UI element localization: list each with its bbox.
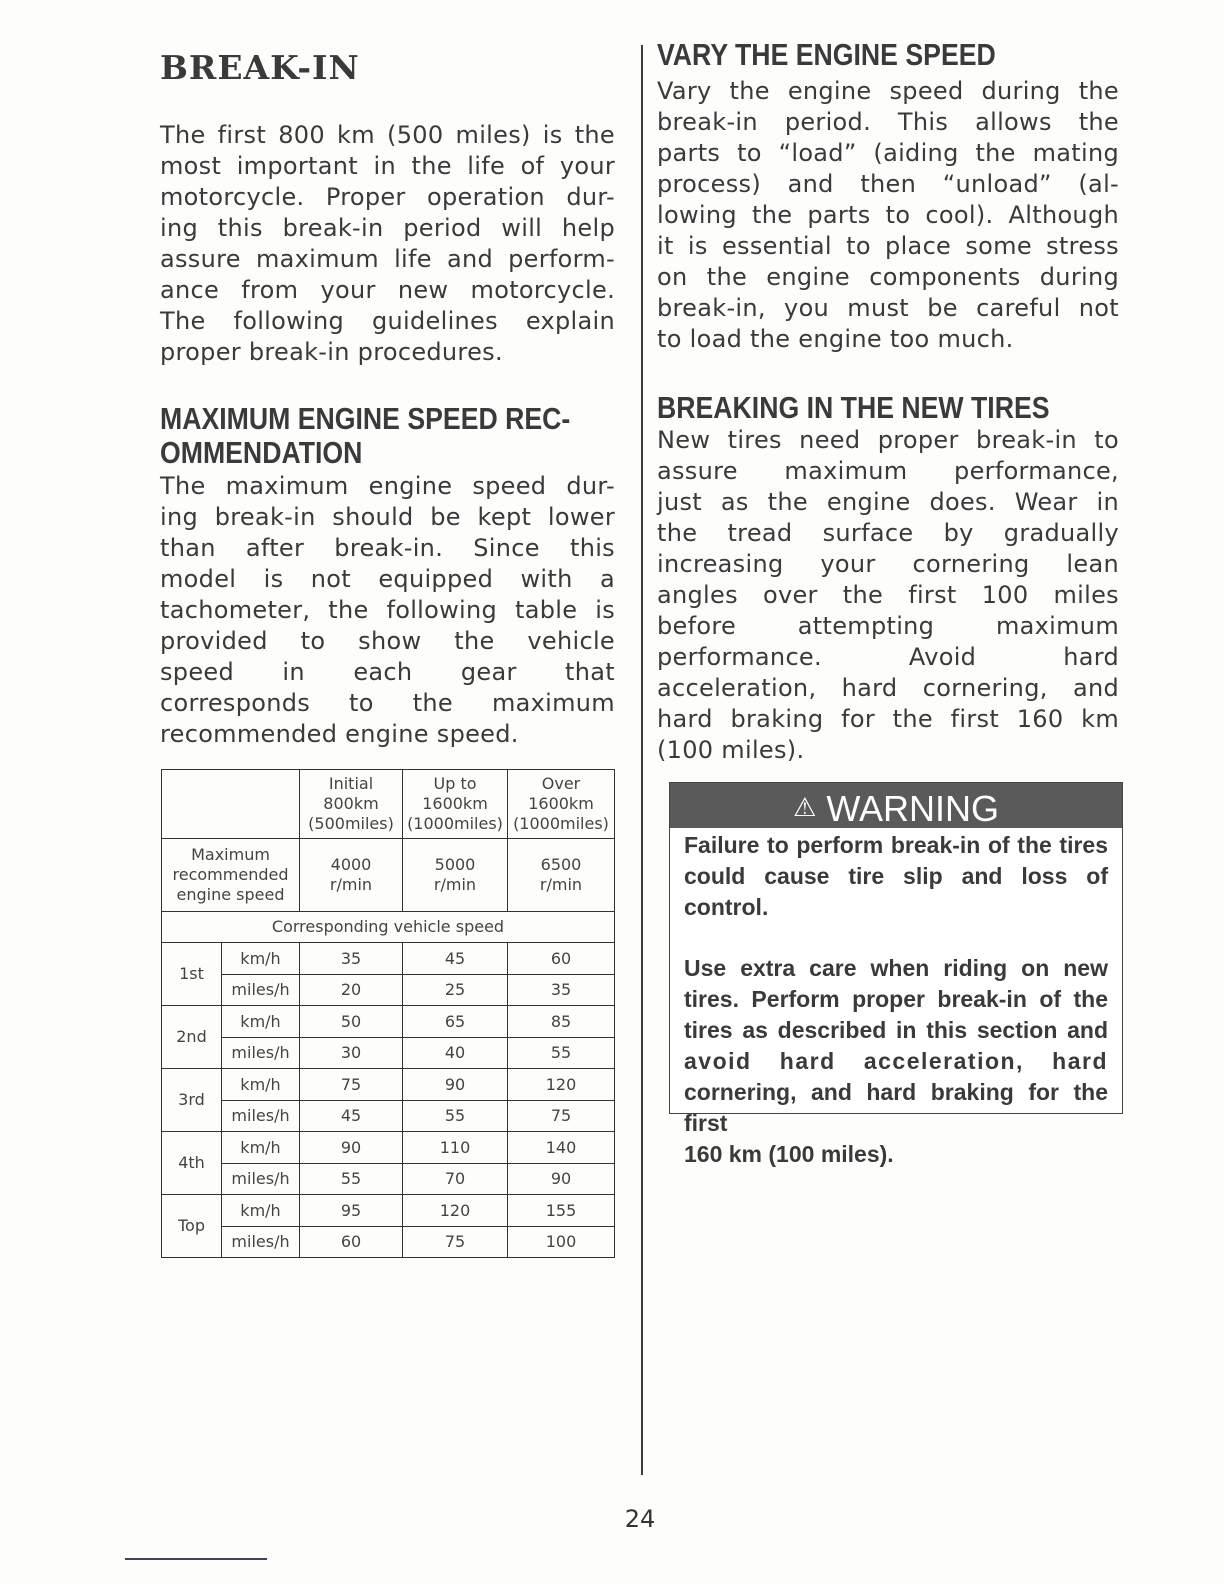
warning-line: could cause tire slip and loss of control. xyxy=(684,863,1108,920)
warning-box xyxy=(669,782,1123,1167)
speed-value: 95 xyxy=(300,1195,403,1227)
speed-value: 110 xyxy=(403,1132,508,1164)
speed-value: 60 xyxy=(508,943,615,975)
column-header: Over 1600km (1000miles) xyxy=(508,770,615,839)
column-header: Up to 1600km (1000miles) xyxy=(403,770,508,839)
warning-line: Failure to perform break-in of the tires xyxy=(684,832,1108,858)
text-line: lowing the parts to cool). Although xyxy=(657,201,1119,229)
text-line: process) and then “unload” (al- xyxy=(657,170,1119,198)
table-row xyxy=(162,1101,615,1132)
speed-value: 50 xyxy=(300,1006,403,1038)
right-column xyxy=(657,38,1119,766)
engine-speed-value: 4000 r/min xyxy=(300,839,403,912)
text-line: acceleration, hard cornering, and xyxy=(657,674,1119,702)
text-line: before attempting maximum xyxy=(657,612,1119,640)
speed-value: 90 xyxy=(300,1132,403,1164)
text-line: The following guidelines explain xyxy=(160,307,615,335)
table-corner-cell xyxy=(162,770,300,839)
speed-value: 85 xyxy=(508,1006,615,1038)
text-line: the tread surface by gradually xyxy=(657,519,1119,547)
text-line: model is not equipped with a xyxy=(160,565,615,593)
text-line: angles over the first 100 miles xyxy=(657,581,1119,609)
engine-speed-label: Maximum recommended engine speed xyxy=(162,839,300,912)
vary-engine-speed-heading: VARY THE ENGINE SPEED xyxy=(657,37,996,72)
text-line: New tires need proper break-in to xyxy=(657,426,1119,454)
page-number: 24 xyxy=(624,1505,656,1533)
speed-value: 90 xyxy=(508,1164,615,1195)
speed-value: 70 xyxy=(403,1164,508,1195)
warning-triangle-icon: ⚠ xyxy=(793,792,817,823)
heading-line: MAXIMUM ENGINE SPEED REC- xyxy=(160,401,571,436)
break-in-title: BREAK-IN xyxy=(160,48,360,87)
warning-banner xyxy=(670,783,1122,828)
text-line: speed in each gear that xyxy=(160,658,615,686)
text-line: parts to “load” (aiding the mating xyxy=(657,139,1119,167)
table-row xyxy=(162,943,615,975)
speed-value: 35 xyxy=(300,943,403,975)
text-line: assure maximum performance, xyxy=(657,457,1119,485)
speed-value: 45 xyxy=(403,943,508,975)
text-line: motorcycle. Proper operation dur- xyxy=(160,183,615,211)
text-line: recommended engine speed. xyxy=(160,720,519,748)
unit-label: km/h xyxy=(222,1195,300,1227)
warning-line: tires as described in this section and xyxy=(684,1017,1108,1043)
speed-value: 55 xyxy=(403,1101,508,1132)
left-column xyxy=(160,40,615,750)
column-header: Initial 800km (500miles) xyxy=(300,770,403,839)
speed-value: 90 xyxy=(403,1069,508,1101)
warning-label: WARNING xyxy=(826,787,999,829)
speed-value: 100 xyxy=(508,1227,615,1258)
unit-label: miles/h xyxy=(222,1038,300,1069)
unit-label: km/h xyxy=(222,1069,300,1101)
engine-speed-value: 6500 r/min xyxy=(508,839,615,912)
table-row xyxy=(162,1164,615,1195)
speed-value: 25 xyxy=(403,975,508,1006)
speed-value: 75 xyxy=(300,1069,403,1101)
text-line: break-in, you must be careful not xyxy=(657,294,1119,322)
text-line: proper break-in procedures. xyxy=(160,338,503,366)
break-in-intro xyxy=(160,120,615,368)
table-header-row xyxy=(162,770,615,839)
text-line: ance from your new motorcycle. xyxy=(160,276,615,304)
speed-value: 45 xyxy=(300,1101,403,1132)
breaking-in-tires-heading: BREAKING IN THE NEW TIRES xyxy=(657,390,1050,425)
corresponding-speed-label: Corresponding vehicle speed xyxy=(162,912,615,943)
text-line: on the engine components during xyxy=(657,263,1119,291)
warning-line: Use extra care when riding on new xyxy=(684,955,1108,981)
speed-value: 40 xyxy=(403,1038,508,1069)
text-line: (100 miles). xyxy=(657,736,805,764)
engine-speed-value: 5000 r/min xyxy=(403,839,508,912)
text-line: Vary the engine speed during the xyxy=(657,77,1119,105)
text-line: performance. Avoid hard xyxy=(657,643,1119,671)
speed-value: 65 xyxy=(403,1006,508,1038)
footer-rule xyxy=(125,1558,267,1560)
text-line: it is essential to place some stress xyxy=(657,232,1119,260)
speed-value: 75 xyxy=(508,1101,615,1132)
text-line: assure maximum life and perform- xyxy=(160,245,615,273)
text-line: The maximum engine speed dur- xyxy=(160,472,615,500)
gear-label: Top xyxy=(162,1195,222,1258)
speed-value: 20 xyxy=(300,975,403,1006)
heading-line: OMMENDATION xyxy=(160,435,363,470)
table-row xyxy=(162,1069,615,1101)
text-line: increasing your cornering lean xyxy=(657,550,1119,578)
speed-value: 35 xyxy=(508,975,615,1006)
gear-label: 3rd xyxy=(162,1069,222,1132)
break-in-speed-table xyxy=(161,769,615,1258)
vary-engine-speed-text xyxy=(657,76,1119,355)
gear-label: 4th xyxy=(162,1132,222,1195)
speed-value: 55 xyxy=(300,1164,403,1195)
gear-label: 2nd xyxy=(162,1006,222,1069)
speed-value: 60 xyxy=(300,1227,403,1258)
section-label-row xyxy=(162,912,615,943)
text-line: break-in period. This allows the xyxy=(657,108,1119,136)
text-line: just as the engine does. Wear in xyxy=(657,488,1119,516)
table-row xyxy=(162,1132,615,1164)
column-divider xyxy=(641,45,643,1475)
text-line: hard braking for the first 160 km xyxy=(657,705,1119,733)
warning-line: 160 km (100 miles). xyxy=(684,1141,894,1167)
text-line: to load the engine too much. xyxy=(657,325,1014,353)
max-engine-speed-heading xyxy=(160,402,615,470)
unit-label: km/h xyxy=(222,943,300,975)
table-row xyxy=(162,1227,615,1258)
unit-label: miles/h xyxy=(222,1101,300,1132)
table-row xyxy=(162,975,615,1006)
speed-value: 140 xyxy=(508,1132,615,1164)
text-line: provided to show the vehicle xyxy=(160,627,615,655)
text-line: The first 800 km (500 miles) is the xyxy=(160,121,615,149)
speed-value: 75 xyxy=(403,1227,508,1258)
speed-value: 30 xyxy=(300,1038,403,1069)
unit-label: miles/h xyxy=(222,1164,300,1195)
warning-line: cornering, and hard braking for the first xyxy=(684,1079,1108,1136)
text-line: most important in the life of your xyxy=(160,152,615,180)
table-row xyxy=(162,1038,615,1069)
breaking-in-tires-text xyxy=(657,425,1119,766)
speed-value: 155 xyxy=(508,1195,615,1227)
text-line: than after break-in. Since this xyxy=(160,534,615,562)
unit-label: miles/h xyxy=(222,975,300,1006)
unit-label: miles/h xyxy=(222,1227,300,1258)
warning-line: avoid hard acceleration, hard xyxy=(684,1048,1108,1074)
max-engine-speed-text xyxy=(160,471,615,750)
text-line: ing break-in should be kept lower xyxy=(160,503,615,531)
unit-label: km/h xyxy=(222,1006,300,1038)
unit-label: km/h xyxy=(222,1132,300,1164)
speed-value: 120 xyxy=(508,1069,615,1101)
table-row xyxy=(162,1195,615,1227)
table-row xyxy=(162,1006,615,1038)
gear-label: 1st xyxy=(162,943,222,1006)
text-line: ing this break-in period will help xyxy=(160,214,615,242)
engine-speed-row xyxy=(162,839,615,912)
text-line: corresponds to the maximum xyxy=(160,689,615,717)
warning-paragraph-1 xyxy=(670,830,1122,923)
speed-value: 120 xyxy=(403,1195,508,1227)
speed-value: 55 xyxy=(508,1038,615,1069)
text-line: tachometer, the following table is xyxy=(160,596,615,624)
warning-paragraph-2 xyxy=(670,953,1122,1170)
warning-line: tires. Perform proper break-in of the xyxy=(684,986,1108,1012)
